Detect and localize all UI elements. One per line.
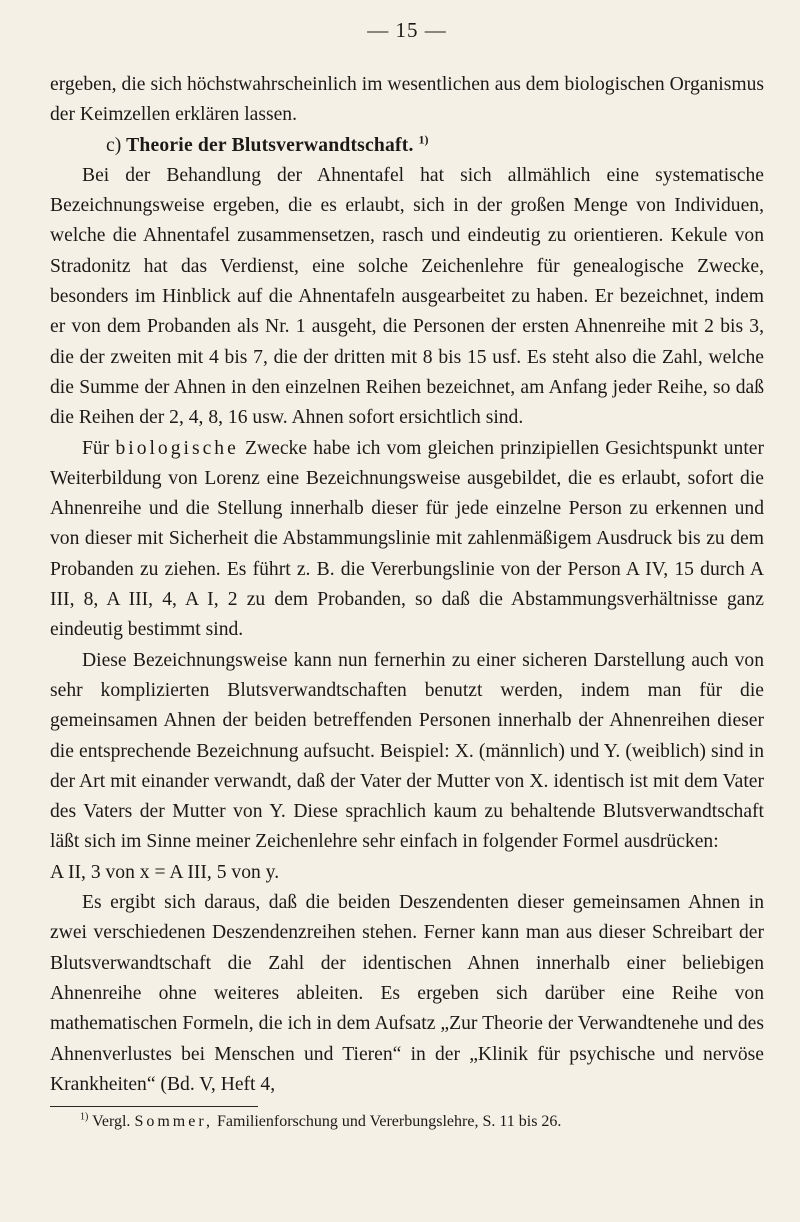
body-text [50,70,764,1100]
page-number: — 15 — [367,18,447,42]
kinship-formula: A II, 3 von x = A III, 5 von y. [50,861,280,883]
paragraph-kinship: Diese Bezeichnungsweise kann nun fernerhin zu einer sicheren Darstellung auch von sehr komplizierten Blutsverwandtschaften benutzt werden, indem man für die gemeinsamen Ahnen der beiden betreffenden Personen innerhalb der Ahnenreihen dieser die entsprechende Bezeichnung aufsucht. Beispiel: X. (männlich) und Y. (weiblich) sind in der Art mit einander verwandt, daß der Vater der Mutter von X. identisch ist mit dem Vater des Vaters der Mutter von Y. Diese sprachlich kaum zu behaltende Blutsverwandtschaft läßt sich im Sinne meiner Zeichenlehre sehr einfach in folgender Formel ausdrücken: [50,649,764,853]
section-title: Theorie der Blutsverwandtschaft. [126,134,414,156]
footnote-author: Sommer, [134,1113,214,1131]
section-label: c) [106,134,122,156]
section-heading [50,131,764,161]
footnote-source: Familienforschung und Vererbungslehre, S. 11 bis 26. [217,1113,562,1131]
paragraph-conclusion: Es ergibt sich daraus, daß die beiden Deszendenten dieser gemeinsamen Ahnen in zwei verschiedenen Deszendenzreihen stehen. Ferner kann man aus dieser Schreibart der Blutsverwandtschaft die Zahl der identischen Ahnen innerhalb einer beliebigen Ahnenreihe ohne weiteres ableiten. Es ergeben sich darüber eine Reihe von mathematischen Formeln, die ich in dem Aufsatz „Zur Theorie der Verwandtenehe und des Ahnenverlustes bei Menschen und Tieren“ in der „Klinik für psychische und nervöse Krankheiten“ (Bd. V, Heft 4, [50,892,764,1095]
paragraph-lead: Für [82,437,110,459]
footnote [50,1111,764,1133]
paragraph-notation: Bei der Behandlung der Ahnentafel hat sich allmählich eine systematische Bezeichnungsweise ergeben, die es erlaubt, sich in der großen Menge von Individuen, welche die Ahnentafel zusammensetzen, rasch und eindeutig zu orientieren. Kekule von Stradonitz hat das Verdienst, eine solche Zeichenlehre für genealogische Zwecke, besonders im Hinblick auf die Ahnentafeln ausgearbeitet zu haben. Er bezeichnet, indem er von dem Probanden als Nr. 1 ausgeht, die Personen der ersten Ahnenreihe mit 2 bis 3, die der zweiten mit 4 bis 7, die der dritten mit 8 bis 15 usf. Es steht also die Zahl, welche die Summe der Ahnen in den einzelnen Reihen bezeichnet, am Anfang jeder Reihe, so daß die Reihen der 2, 4, 8, 16 usw. Ahnen sofort ersichtlich sind. [50,164,764,429]
paragraph-biological [50,434,764,646]
paragraph-intro: ergeben, die sich höchstwahrscheinlich im wesentlichen aus dem biologischen Organismus der Keimzellen erklären lassen. [50,74,764,126]
footnote-divider [50,1106,258,1107]
footnote-marker: 1) [80,1111,89,1123]
paragraph-rest: Zwecke habe ich vom gleichen prinzipiellen Gesichtspunkt unter Weiterbildung von Lorenz eine Bezeichnungsweise ausgebildet, die es erlaubt, sofort die Ahnenreihe und die Stellung innerhalb dieser für jede einzelne Person zu erkennen und von dieser mit Sicherheit die Abstammungslinie mit zahlenmäßigem Ausdruck bis zu dem Probanden zu ziehen. Es führt z. B. die Vererbungslinie von der Person A IV, 15 durch A III, 8, A III, 4, A I, 2 zu dem Probanden, so daß die Abstammungsverhältnisse ganz eindeutig bestimmt sind. [50,437,765,641]
emphasized-word: biologische [115,437,239,459]
footnote-reference[interactable]: 1) [418,132,429,147]
footnote-prefix: Vergl. [92,1113,131,1131]
